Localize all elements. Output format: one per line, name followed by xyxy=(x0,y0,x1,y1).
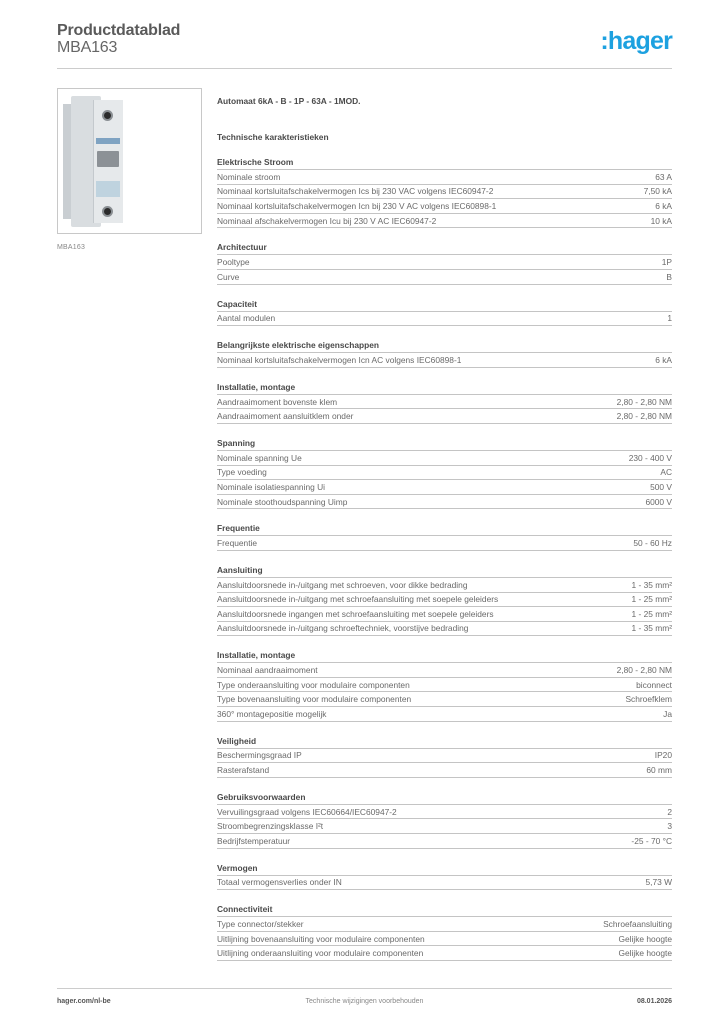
spec-row xyxy=(217,466,672,481)
spec-value: AC xyxy=(660,467,672,478)
spec-row xyxy=(217,409,672,424)
product-reference: MBA163 xyxy=(57,39,118,56)
spec-value: 3 xyxy=(667,821,672,832)
spec-label: Nominale spanning Ue xyxy=(217,452,302,463)
spec-label: 360° montagepositie mogelijk xyxy=(217,708,327,719)
spec-label: Aandraaimoment aansluitklem onder xyxy=(217,411,354,422)
footer-disclaimer: Technische wijzigingen voorbehouden xyxy=(305,998,424,1005)
spec-label: Nominale stroom xyxy=(217,171,281,182)
spec-row xyxy=(217,536,672,551)
spec-value: 6 kA xyxy=(655,354,672,365)
spec-row xyxy=(217,805,672,820)
spec-value: Schroefaansluiting xyxy=(603,919,672,930)
circuit-breaker-image xyxy=(57,88,202,234)
spec-label: Pooltype xyxy=(217,257,250,268)
product-spec-content xyxy=(217,95,672,961)
spec-value: 2,80 - 2,80 NM xyxy=(616,665,672,676)
spec-value: 6 kA xyxy=(655,200,672,211)
spec-value: B xyxy=(666,271,672,282)
spec-group-title: Aansluiting xyxy=(217,564,672,578)
spec-label: Nominaal afschakelvermogen Icu bij 230 V AC IEC60947-2 xyxy=(217,215,437,226)
spec-row xyxy=(217,255,672,270)
hager-logo: :hager xyxy=(600,27,672,55)
spec-label: Type voeding xyxy=(217,467,267,478)
product-image-caption: MBA163 xyxy=(57,244,86,251)
spec-row xyxy=(217,451,672,466)
spec-row xyxy=(217,170,672,185)
spec-row xyxy=(217,495,672,510)
spec-row xyxy=(217,312,672,327)
spec-value: 1 - 35 mm² xyxy=(631,579,672,590)
spec-group-title: Installatie, montage xyxy=(217,381,672,395)
spec-value: 1 xyxy=(667,313,672,324)
spec-group xyxy=(217,241,672,284)
spec-group xyxy=(217,791,672,849)
spec-value: 230 - 400 V xyxy=(628,452,672,463)
spec-row xyxy=(217,480,672,495)
spec-label: Nominale stoothoudspanning Uimp xyxy=(217,496,348,507)
spec-group-title: Belangrijkste elektrische eigenschappen xyxy=(217,339,672,353)
spec-label: Aansluitdoorsnede in-/uitgang met schroeven, voor dikke bedrading xyxy=(217,579,468,590)
spec-group xyxy=(217,437,672,509)
spec-value: IP20 xyxy=(654,750,672,761)
spec-label: Bedrijfstemperatuur xyxy=(217,835,291,846)
spec-label: Rasterafstand xyxy=(217,765,270,776)
spec-value: 7,50 kA xyxy=(643,186,672,197)
page-footer xyxy=(57,998,672,1010)
spec-row xyxy=(217,270,672,285)
spec-value: 500 V xyxy=(650,481,672,492)
spec-groups xyxy=(217,156,672,961)
spec-group-title: Gebruiksvoorwaarden xyxy=(217,791,672,805)
spec-group xyxy=(217,381,672,424)
spec-value: biconnect xyxy=(636,679,672,690)
footer-date: 08.01.2026 xyxy=(636,998,672,1005)
spec-label: Aansluitdoorsnede in-/uitgang schroeftechniek, voorstijve bedrading xyxy=(217,623,469,634)
spec-group xyxy=(217,522,672,551)
spec-group-title: Frequentie xyxy=(217,522,672,536)
spec-group xyxy=(217,735,672,778)
circuit-breaker-icon xyxy=(63,96,123,227)
spec-label: Type connector/stekker xyxy=(217,919,304,930)
spec-group-title: Veiligheid xyxy=(217,735,672,749)
spec-value: -25 - 70 °C xyxy=(631,835,672,846)
spec-row xyxy=(217,395,672,410)
spec-label: Aantal modulen xyxy=(217,313,276,324)
spec-value: Gelijke hoogte xyxy=(618,933,672,944)
header-divider xyxy=(57,68,672,69)
spec-label: Vervuilingsgraad volgens IEC60664/IEC60947-2 xyxy=(217,806,397,817)
spec-row xyxy=(217,932,672,947)
spec-value: 5,73 W xyxy=(645,877,672,888)
document-title: Productdatablad xyxy=(57,22,181,39)
spec-group-title: Capaciteit xyxy=(217,298,672,312)
spec-group-title: Spanning xyxy=(217,437,672,451)
spec-row xyxy=(217,763,672,778)
spec-group xyxy=(217,862,672,891)
spec-value: 1 - 25 mm² xyxy=(631,594,672,605)
spec-row xyxy=(217,353,672,368)
spec-value: 60 mm xyxy=(646,765,672,776)
spec-value: 1 - 35 mm² xyxy=(631,623,672,634)
spec-group-title: Connectiviteit xyxy=(217,903,672,917)
spec-label: Type onderaansluiting voor modulaire componenten xyxy=(217,679,410,690)
spec-row xyxy=(217,917,672,932)
spec-label: Uitlijning bovenaansluiting voor modulaire componenten xyxy=(217,933,425,944)
spec-row xyxy=(217,607,672,622)
spec-label: Stroombegrenzingsklasse I²t xyxy=(217,821,324,832)
product-name: Automaat 6kA - B - 1P - 63A - 1MOD. xyxy=(217,96,361,106)
spec-label: Aansluitdoorsnede ingangen met schroefaansluiting met soepele geleiders xyxy=(217,608,494,619)
spec-group-title: Installatie, montage xyxy=(217,649,672,663)
spec-group xyxy=(217,339,672,368)
spec-label: Totaal vermogensverlies onder IN xyxy=(217,877,342,888)
spec-group xyxy=(217,298,672,327)
spec-label: Aansluitdoorsnede in-/uitgang met schroefaansluiting met soepele geleiders xyxy=(217,594,499,605)
spec-group-title: Elektrische Stroom xyxy=(217,156,672,170)
spec-group xyxy=(217,649,672,721)
spec-value: 2,80 - 2,80 NM xyxy=(616,396,672,407)
spec-group xyxy=(217,564,672,636)
spec-row xyxy=(217,819,672,834)
spec-label: Type bovenaansluiting voor modulaire componenten xyxy=(217,694,412,705)
spec-row xyxy=(217,876,672,891)
spec-group-title: Vermogen xyxy=(217,862,672,876)
spec-label: Nominaal kortsluitafschakelvermogen Icn AC volgens IEC60898-1 xyxy=(217,354,462,365)
spec-label: Aandraaimoment bovenste klem xyxy=(217,396,338,407)
spec-value: 6000 V xyxy=(645,496,672,507)
spec-row xyxy=(217,593,672,608)
page-header xyxy=(57,22,672,70)
spec-value: 1 - 25 mm² xyxy=(631,608,672,619)
spec-label: Nominaal aandraaimoment xyxy=(217,665,318,676)
spec-label: Nominale isolatiespanning Ui xyxy=(217,481,326,492)
spec-group xyxy=(217,156,672,228)
spec-value: 50 - 60 Hz xyxy=(633,538,672,549)
spec-row xyxy=(217,834,672,849)
spec-value: 10 kA xyxy=(650,215,672,226)
spec-row xyxy=(217,214,672,229)
spec-label: Nominaal kortsluitafschakelvermogen Icn bij 230 V AC volgens IEC60898-1 xyxy=(217,200,497,211)
spec-value: 1P xyxy=(661,257,672,268)
spec-label: Beschermingsgraad IP xyxy=(217,750,302,761)
spec-value: Gelijke hoogte xyxy=(618,948,672,959)
section-heading: Technische karakteristieken xyxy=(217,132,329,142)
spec-row xyxy=(217,622,672,637)
spec-row xyxy=(217,946,672,961)
spec-row xyxy=(217,692,672,707)
spec-label: Nominaal kortsluitafschakelvermogen Ics bij 230 VAC volgens IEC60947-2 xyxy=(217,186,494,197)
spec-group-title: Architectuur xyxy=(217,241,672,255)
spec-row xyxy=(217,578,672,593)
spec-value: Schroefklem xyxy=(625,694,672,705)
footer-divider xyxy=(57,988,672,989)
spec-group xyxy=(217,903,672,961)
spec-value: 2,80 - 2,80 NM xyxy=(616,411,672,422)
spec-value: 2 xyxy=(667,806,672,817)
spec-value: Ja xyxy=(663,708,672,719)
spec-value: 63 A xyxy=(655,171,672,182)
spec-label: Uitlijning onderaansluiting voor modulaire componenten xyxy=(217,948,424,959)
footer-website-link[interactable]: hager.com/nl-be xyxy=(57,998,111,1005)
spec-row xyxy=(217,185,672,200)
spec-label: Frequentie xyxy=(217,538,258,549)
spec-row xyxy=(217,199,672,214)
product-image-column xyxy=(57,88,202,251)
spec-row xyxy=(217,749,672,764)
spec-row xyxy=(217,678,672,693)
spec-row xyxy=(217,663,672,678)
spec-label: Curve xyxy=(217,271,240,282)
spec-row xyxy=(217,707,672,722)
